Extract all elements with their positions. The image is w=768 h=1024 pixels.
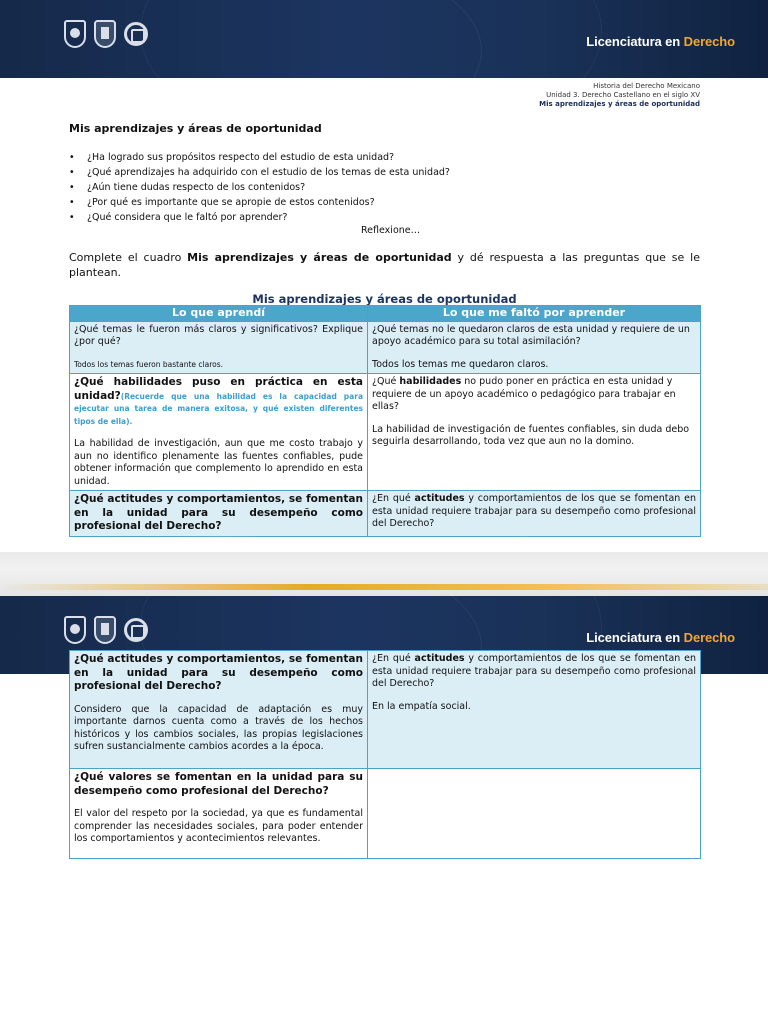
table-row xyxy=(70,374,701,491)
cell-question: ¿Qué actitudes y comportamientos, se fomentan en la unidad para su desempeño como profesional del Derecho? xyxy=(74,493,363,532)
cell-question-post: no pudo poner en práctica en esta unidad y requiere de un apoyo académico o pedagógico para trabajar en ellas? xyxy=(372,376,676,412)
cell-question: ¿Qué actitudes y comportamientos, se fomentan en la unidad para su desempeño como profesional del Derecho? xyxy=(74,653,363,692)
breadcrumb-unit: Unidad 3. Derecho Castellano en el siglo XV xyxy=(546,91,700,99)
cell-question: ¿Qué temas no le quedaron claros de esta unidad y requiere de un apoyo académico para su total asimilación? xyxy=(372,323,690,347)
table-cell xyxy=(70,321,368,374)
unam-shield-icon xyxy=(64,616,86,644)
breadcrumb-course: Historia del Derecho Mexicano xyxy=(593,82,700,90)
learning-table-continued xyxy=(69,650,701,859)
table-cell-empty xyxy=(368,769,701,859)
faculty-shield-icon xyxy=(94,616,116,644)
sua-logo-icon xyxy=(124,618,148,642)
cell-question-pre: ¿Qué xyxy=(372,376,400,387)
table-title: Mis aprendizajes y áreas de oportunidad xyxy=(252,292,517,306)
instructions-bold: Mis aprendizajes y áreas de oportunidad xyxy=(187,251,452,264)
learning-table xyxy=(69,305,701,537)
table-cell xyxy=(70,769,368,859)
cell-question-post: y comportamientos de los que se fomentan en esta unidad requiere trabajar para su desempeño como profesional del Derecho? xyxy=(372,653,696,689)
section-title: Mis aprendizajes y áreas de oportunidad xyxy=(69,122,322,135)
instructions-paragraph xyxy=(69,250,700,280)
reflection-questions xyxy=(69,150,689,225)
header-banner xyxy=(0,0,768,78)
cell-hint: (Recuerde que una habilidad es la capacidad para ejecutar una tarea de manera exitosa, y qué existen diferentes tipos de ella). xyxy=(74,391,363,426)
instructions-pre: Complete el cuadro xyxy=(69,251,188,264)
cell-question-pre: ¿En qué xyxy=(372,653,415,664)
table-page-2 xyxy=(0,653,768,886)
list-item: • ¿Por qué es importante que se apropie de estos contenidos? xyxy=(69,195,689,210)
list-item: • ¿Aún tiene dudas respecto de los contenidos? xyxy=(69,180,689,195)
institution-logos xyxy=(64,20,148,48)
table-cell xyxy=(368,374,701,491)
table-row xyxy=(70,321,701,374)
cell-question-pre: ¿En qué xyxy=(372,493,415,504)
instructions-post: y dé respuesta a las preguntas que se le plantean. xyxy=(69,251,700,279)
table-cell xyxy=(70,651,368,769)
cell-question-post: y comportamientos de los que se fomentan en requiere trabajar para su desempeño como profesional xyxy=(431,493,696,517)
breadcrumb-activity: Mis aprendizajes y áreas de oportunidad xyxy=(539,100,700,108)
cell-question-bold: actitudes xyxy=(414,653,465,664)
table-cell xyxy=(368,651,701,769)
cell-answer: Todos los temas me quedaron claros. xyxy=(372,358,549,370)
program-title-prefix: Licenciatura en xyxy=(586,630,684,645)
list-item: • ¿Qué considera que le faltó por aprender? xyxy=(69,210,689,225)
cell-question-bold: actitudes xyxy=(414,493,465,504)
breadcrumb xyxy=(539,82,700,109)
cell-question: ¿Qué valores se fomentan en la unidad para su desempeño como profesional del Derecho? xyxy=(74,771,363,797)
program-title-prefix: Licenciatura en xyxy=(586,34,684,49)
table-page-1 xyxy=(0,305,768,532)
table-row xyxy=(70,769,701,859)
program-title xyxy=(586,34,735,49)
cell-answer: El valor del respeto por la sociedad, ya que es fundamental comprender las necesidades sociales, para poder entender los comportamientos y acontecimientos relevantes. xyxy=(74,808,363,844)
cell-question: ¿Qué temas le fueron más claros y significativos? Explique ¿por qué? xyxy=(74,323,363,347)
institution-logos xyxy=(64,616,148,644)
faculty-shield-icon xyxy=(94,20,116,48)
cell-answer: La habilidad de investigación de fuentes confiables, sin duda debo seguirla desarrollando, toda vez que aun no la domino. xyxy=(372,423,690,447)
cell-answer: La habilidad de investigación, aun que me costo trabajo y aun no identifico plenamente las fuentes confiables, pude obtener información que complemento lo aprendido en esta unidad. xyxy=(74,438,363,487)
list-item: • ¿Qué aprendizajes ha adquirido con el estudio de los temas de esta unidad? xyxy=(69,165,689,180)
list-item: • ¿Ha logrado sus propósitos respecto del estudio de esta unidad? xyxy=(69,150,689,165)
table-header-row xyxy=(70,306,701,322)
reflexione-text: Reflexione… xyxy=(361,225,421,236)
table-cell xyxy=(368,321,701,374)
table-cell xyxy=(70,374,368,491)
cell-answer: Considero que la capacidad de adaptación es muy importante darnos cuenta como a través de los hechos históricos y los cambios sociales, las propias legislaciones sufren sustancialmente cambios acordes a la época. xyxy=(74,703,363,752)
cell-answer: Todos los temas fueron bastante claros. xyxy=(74,359,223,369)
cell-question-bold: habilidades xyxy=(399,376,462,387)
program-title-accent: Derecho xyxy=(683,34,735,49)
column-header-missing: Lo que me faltó por aprender xyxy=(368,306,701,322)
cell-answer: En la empatía social. xyxy=(372,700,471,712)
program-title xyxy=(586,630,735,645)
column-header-learned: Lo que aprendí xyxy=(70,306,368,322)
table-row xyxy=(70,651,701,769)
unam-shield-icon xyxy=(64,20,86,48)
program-title-accent: Derecho xyxy=(683,630,735,645)
cell-question: ¿Qué habilidades puso en práctica en esta unidad? xyxy=(74,376,363,402)
sua-logo-icon xyxy=(124,22,148,46)
